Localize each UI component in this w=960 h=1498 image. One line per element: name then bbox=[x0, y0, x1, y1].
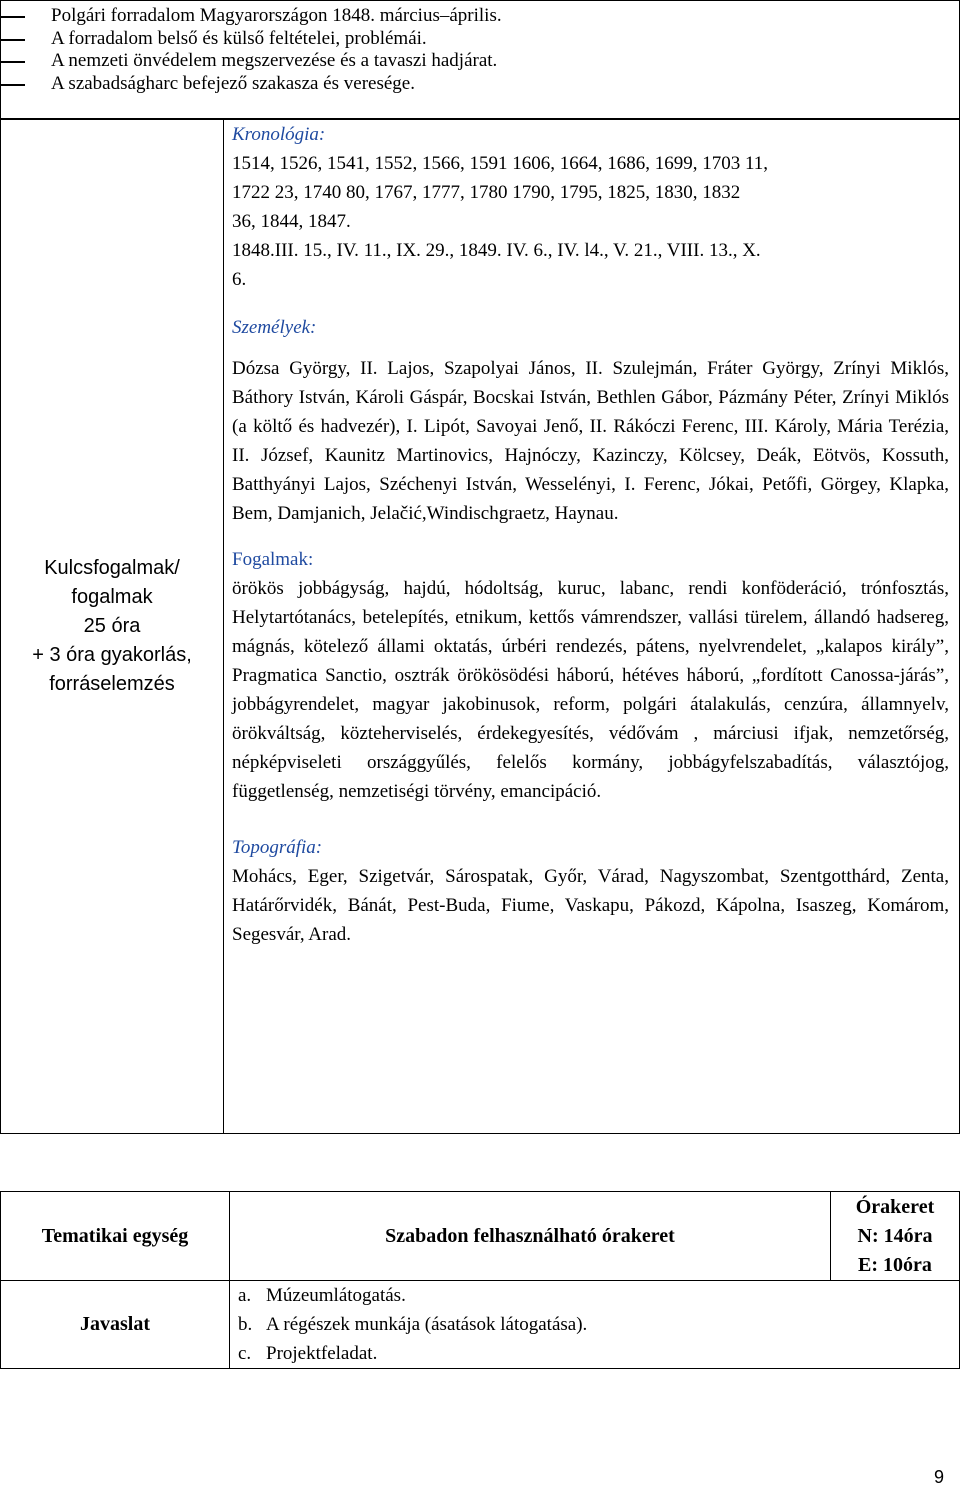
label-source: forráselemzés bbox=[49, 672, 175, 695]
topografia-section bbox=[232, 834, 949, 949]
label-line: fogalmak bbox=[71, 585, 153, 608]
topics-row bbox=[1, 1, 960, 120]
topic-item: A nemzeti önvédelem megszervezése és a tavaszi hadjárat. bbox=[1, 50, 959, 73]
item-marker: a. bbox=[238, 1285, 252, 1306]
item-marker: c. bbox=[238, 1343, 252, 1364]
item-text: A régészek munkája (ásatások látogatása). bbox=[266, 1314, 588, 1335]
fogalmak-section bbox=[232, 546, 949, 806]
szemelyek-label: Személyek: bbox=[232, 317, 317, 338]
kronologia-line: 1848.III. 15., IV. 11., IX. 29., 1849. IV. 6., IV. l4., V. 21., VIII. 13., X. bbox=[232, 240, 761, 261]
concepts-row bbox=[1, 119, 960, 1134]
topics-list bbox=[1, 1, 959, 95]
fogalmak-label: Fogalmak: bbox=[232, 549, 314, 570]
content-table bbox=[0, 0, 960, 120]
hours-header bbox=[831, 1192, 960, 1281]
timeframe-header-row bbox=[1, 1192, 960, 1281]
suggestion-label: Javaslat bbox=[1, 1281, 230, 1369]
thematic-unit-header: Tematikai egység bbox=[1, 1192, 230, 1281]
concepts-label-cell bbox=[1, 119, 224, 1134]
hours-e: E: 10óra bbox=[858, 1253, 932, 1276]
item-text: Múzeumlátogatás. bbox=[266, 1285, 406, 1306]
szemelyek-text: Dózsa György, II. Lajos, Szapolyai János, II. Szulejmán, Fráter György, Zrínyi Miklós, Báthory István, Károli Gáspár, Bocskai István, Bethlen Gábor, Pázmány Péter, Zrínyi Miklós (a költő és hadvezér), I. Lipót, Savoyai Jenő, II. Rákóczi Ferenc, III. Károly, Mária Terézia, II. József, Kaunitz Martinovics, Hajnóczy, Kazinczy, Kölcsey, Deák, Eötvös, Kossuth, Batthyányi Lajos, Széchenyi István, Wesselényi, I. Ferenc, Jókai, Petőfi, Görgey, Klapka, Bem, Damjanich, Jelačić,Windischgraetz, Haynau. bbox=[232, 358, 949, 524]
free-hours-header: Szabadon felhasználható órakeret bbox=[230, 1192, 831, 1281]
topics-cell bbox=[1, 1, 960, 120]
hours-n: N: 14óra bbox=[857, 1224, 933, 1247]
kronologia-line: 1722 23, 1740 80, 1767, 1777, 1780 1790, 1795, 1825, 1830, 1832 bbox=[232, 182, 741, 203]
concepts-table bbox=[0, 118, 960, 1134]
topografia-label: Topográfia: bbox=[232, 837, 323, 858]
item-marker: b. bbox=[238, 1314, 253, 1335]
kronologia-section bbox=[232, 119, 949, 294]
concepts-label bbox=[1, 554, 223, 699]
concepts-content-cell bbox=[224, 119, 960, 1134]
suggestion-item bbox=[238, 1310, 959, 1339]
page-number: 9 bbox=[933, 1467, 944, 1487]
kronologia-line: 1514, 1526, 1541, 1552, 1566, 1591 1606, 1664, 1686, 1699, 1703 11, bbox=[232, 153, 769, 174]
topic-item: A forradalom belső és külső feltételei, problémái. bbox=[1, 28, 959, 51]
fogalmak-text: örökös jobbágyság, hajdú, hódoltság, kuruc, labanc, rendi konföderáció, trónfosztás, Helytartótanács, betelepítés, etnikum, kettős vámrendszer, vallási türelem, állandó hadsereg, mágnás, kötelező állami oktatás, úrbéri rendezés, pátens, nyelvrendelet, „kalapos király”, Pragmatica Sanctio, osztrák örökösödési háború, hétéves háború, „fordított Canossa-járás”, jobbágyrendelet, magyar jakobinusok, reform, polgári átalakulás, cenzúra, államnyelv, örökváltság, közteherviselés, érdekegyesítés, védővám , márciusi ifjak, nemzetőrség, népképviseleti országgyűlés, felelős kormány, jobbágyfelszabadítás, választójog, függetlenség, nemzetiségi törvény, emancipáció. bbox=[232, 578, 949, 802]
szemelyek-section bbox=[232, 314, 949, 528]
timeframe-table bbox=[0, 1191, 960, 1369]
suggestion-list bbox=[230, 1281, 959, 1368]
topografia-text: Mohács, Eger, Szigetvár, Sárospatak, Győr, Várad, Nagyszombat, Szentgotthárd, Zenta, Határőrvidék, Bánát, Pest-Buda, Fiume, Vaskapu, Pákozd, Kápolna, Isaszeg, Komárom, Segesvár, Arad. bbox=[232, 866, 949, 945]
hours-title: Órakeret bbox=[855, 1195, 935, 1218]
suggestion-content bbox=[230, 1281, 960, 1369]
item-text: Projektfeladat. bbox=[266, 1343, 378, 1364]
kronologia-label: Kronológia: bbox=[232, 124, 326, 145]
label-practice: + 3 óra gyakorlás, bbox=[32, 643, 192, 666]
label-hours: 25 óra bbox=[83, 614, 141, 637]
topic-item: A szabadságharc befejező szakasza és veresége. bbox=[1, 73, 959, 96]
suggestion-item bbox=[238, 1281, 959, 1310]
suggestion-item bbox=[238, 1339, 959, 1368]
kronologia-line: 36, 1844, 1847. bbox=[232, 211, 351, 232]
label-line: Kulcsfogalmak/ bbox=[44, 556, 180, 579]
suggestion-row bbox=[1, 1281, 960, 1369]
topic-item: Polgári forradalom Magyarországon 1848. március–április. bbox=[1, 5, 959, 28]
kronologia-line: 6. bbox=[232, 269, 247, 290]
